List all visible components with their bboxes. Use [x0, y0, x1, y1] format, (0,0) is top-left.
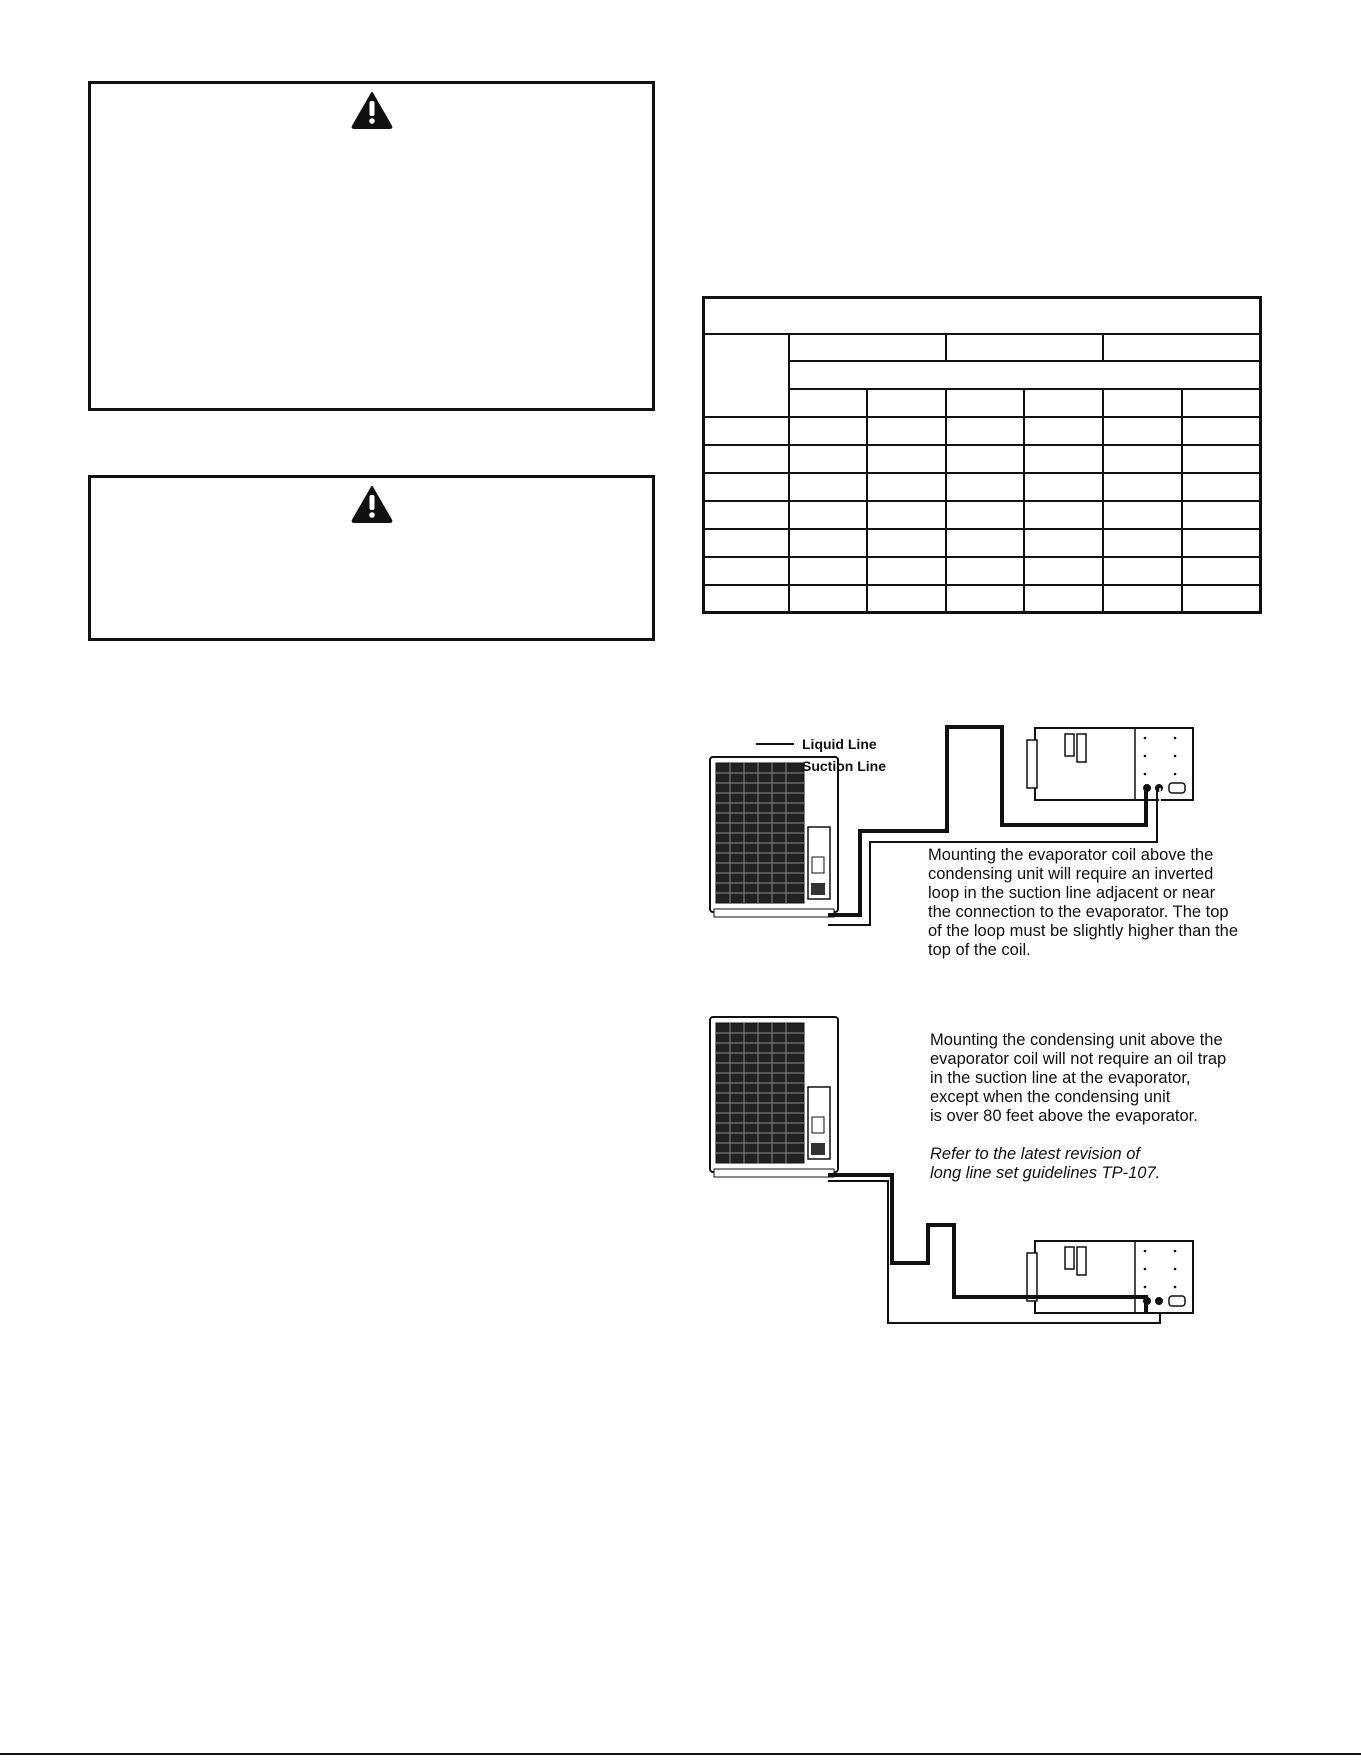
caption-line: Mounting the condensing unit above the	[930, 1031, 1223, 1049]
condensing-unit-icon	[710, 757, 838, 917]
warning-triangle-icon	[351, 485, 393, 523]
caption-line: the connection to the evaporator. The top	[928, 903, 1229, 921]
table-row	[704, 445, 1261, 473]
caption-line: is over 80 feet above the evaporator.	[930, 1107, 1198, 1125]
table-row	[704, 473, 1261, 501]
caption-line: evaporator coil will not require an oil trap	[930, 1050, 1227, 1068]
table-row	[704, 529, 1261, 557]
evaporator-coil-icon	[1027, 728, 1193, 800]
warning-box-1	[88, 81, 655, 411]
caption-line: of the loop must be slightly higher than the	[928, 922, 1239, 940]
legend-suction-line: Suction Line	[802, 758, 886, 774]
caption-line: in the suction line at the evaporator,	[930, 1069, 1191, 1087]
caption-note-line: Refer to the latest revision of	[930, 1145, 1141, 1163]
table-row	[704, 334, 1261, 361]
caption-evaporator-above	[928, 846, 1238, 960]
table-row	[704, 585, 1261, 613]
caption-condenser-above	[930, 1031, 1226, 1183]
table-row	[704, 298, 1261, 334]
footer-rule	[0, 1753, 1361, 1755]
caption-line: top of the coil.	[928, 941, 1031, 959]
table-row	[704, 417, 1261, 445]
caption-line: Mounting the evaporator coil above the	[928, 846, 1214, 864]
legend-liquid-line: Liquid Line	[802, 736, 877, 752]
caption-line: condensing unit will require an inverted	[928, 865, 1214, 883]
warning-box-2	[88, 475, 655, 641]
caption-note-line: long line set guidelines TP-107.	[930, 1164, 1161, 1182]
piping-diagram	[690, 715, 1290, 1335]
evaporator-coil-icon	[1027, 1241, 1193, 1313]
line-set-table	[702, 296, 1262, 614]
caption-line: loop in the suction line adjacent or near	[928, 884, 1216, 902]
caption-spacer	[930, 1126, 1226, 1145]
caption-line: except when the condensing unit	[930, 1088, 1171, 1106]
condensing-unit-icon	[710, 1017, 838, 1177]
table-row	[704, 557, 1261, 585]
table-row	[704, 501, 1261, 529]
warning-triangle-icon	[351, 91, 393, 129]
